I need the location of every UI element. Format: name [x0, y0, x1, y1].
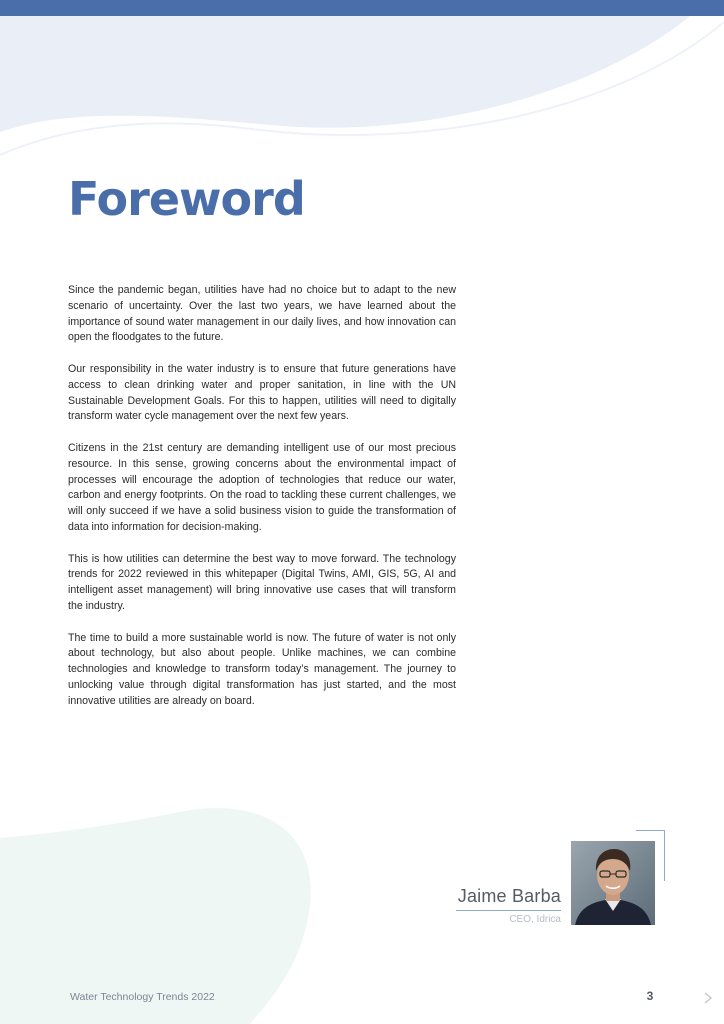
page-number: 3 — [646, 989, 654, 1003]
signatory-role: CEO, Idrica — [509, 914, 561, 925]
paragraph-4: This is how utilities can determine the best way to move forward. The technology trends for 2022 reviewed in this whitepaper (Digital Twins, AMI, GIS, 5G, AI and intelligent asset management) will bring innovative use cases that will transform the industry. — [68, 552, 456, 612]
chevron-right-icon[interactable] — [702, 991, 714, 1005]
paragraph-5: The time to build a more sustainable world is now. The future of water is not only about technology, but also about people. Unlike machines, we can combine technologies and knowledge to transform today’s management. The journey to unlocking value through digital transformation has just started, and the most innovative utilities are already on board. — [68, 631, 456, 707]
paragraph-3: Citizens in the 21st century are demanding intelligent use of our most precious resource. In this sense, growing concerns about the environmental impact of processes will encourage the adoption of technologies that reduce our water, carbon and energy footprints. On the road to tackling these current challenges, we will only succeed if we have a solid business vision to guide the transformation of data into information for decision-making. — [68, 441, 456, 533]
paragraph-1: Since the pandemic began, utilities have had no choice but to adapt to the new scenario of uncertainty. Over the last two years, we have learned about the importance of sound water management in our daily lives, and how innovation can open the floodgates to the future. — [68, 284, 456, 344]
top-wave-shape — [0, 16, 690, 132]
paragraph-2: Our responsibility in the water industry is to ensure that future generations have access to clean drinking water and proper sanitation, in line with the UN Sustainable Development Goals. For this to happen, utilities will need to digitally transform water cycle management over the next few years. — [68, 362, 456, 423]
header-accent-bar — [0, 0, 724, 16]
foreword-body — [68, 283, 456, 725]
portrait-illustration — [571, 841, 655, 925]
page-title: Foreword — [68, 172, 305, 226]
signatory-name: Jaime Barba — [457, 886, 561, 906]
footer-publication-title: Water Technology Trends 2022 — [70, 991, 215, 1003]
portrait-photo — [571, 841, 655, 925]
signature-underline — [456, 910, 561, 911]
